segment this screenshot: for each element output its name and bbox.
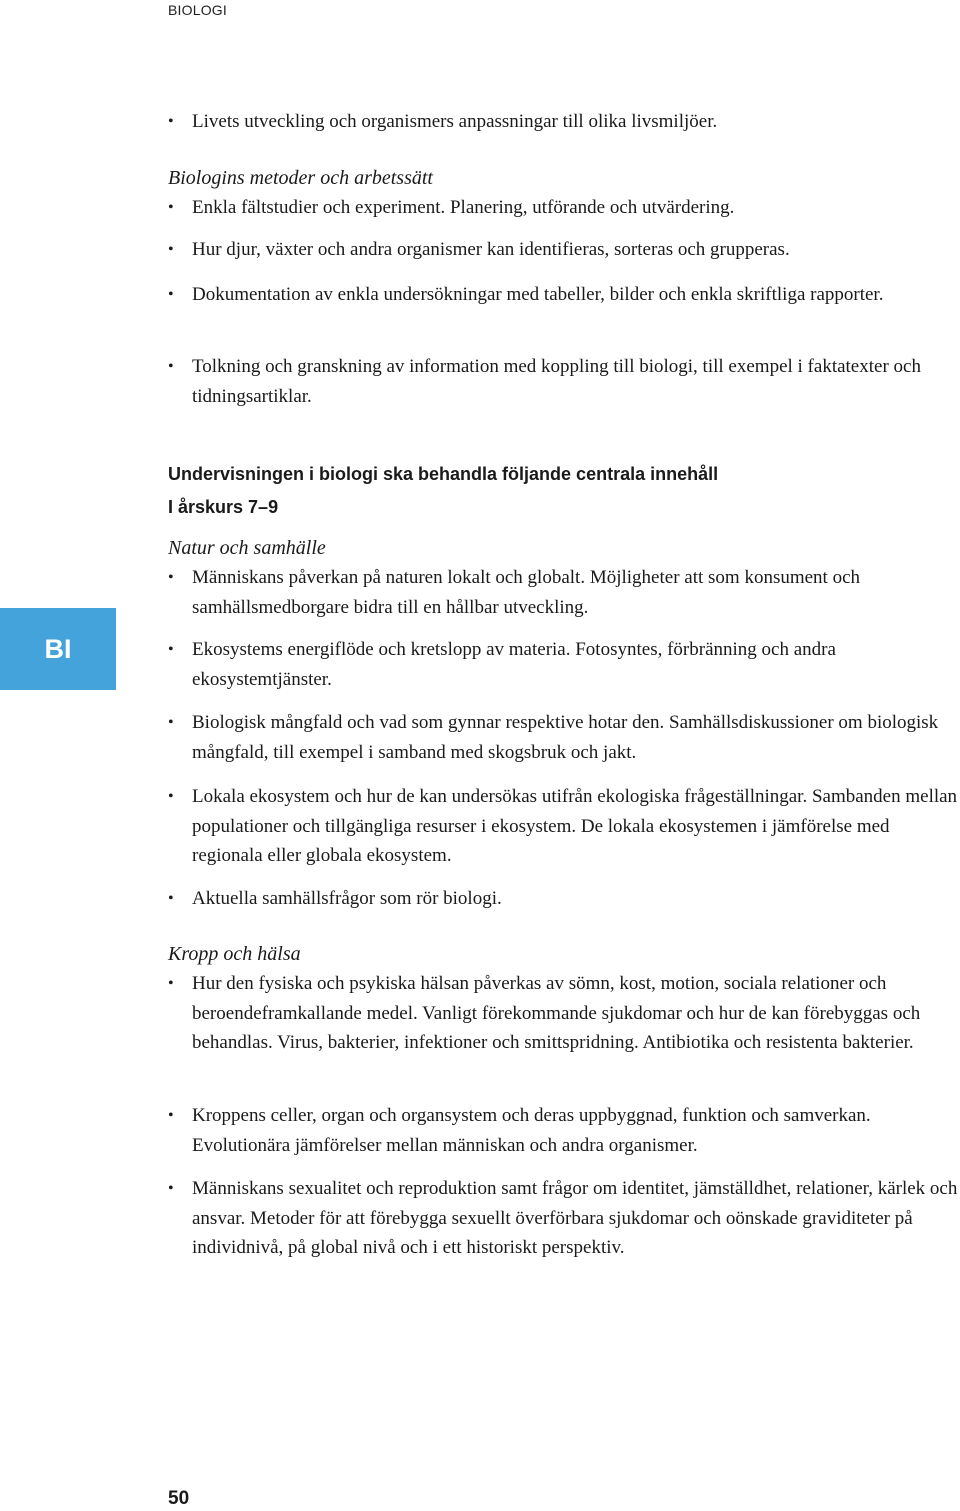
list-item: • Tolkning och granskning av information med koppling till biologi, till exempel i faktatexter och tidningsartiklar. [168, 352, 960, 411]
methods-subheading: Biologins metoder och arbetssätt [168, 167, 433, 189]
bullet-icon: • [168, 241, 174, 258]
list-item: • Enkla fältstudier och experiment. Planering, utförande och utvärdering. [168, 193, 960, 223]
list-item: • Biologisk mångfald och vad som gynnar respektive hotar den. Samhällsdiskussioner om biologisk mångfald, till exempel i samband med skogsbruk och jakt. [168, 708, 960, 767]
list-item: • Ekosystems energiflöde och kretslopp av materia. Fotosyntes, förbränning och andra ekosystemtjänster. [168, 635, 960, 694]
bullet-icon: • [168, 1180, 174, 1197]
running-head: BIOLOGI [168, 2, 227, 18]
grade-heading: I årskurs 7–9 [168, 497, 279, 517]
list-item: • Hur djur, växter och andra organismer kan identifieras, sorteras och grupperas. [168, 235, 960, 265]
list-item: • Hur den fysiska och psykiska hälsan påverkas av sömn, kost, motion, sociala relationer och beroendeframkallande medel. Vanligt förekommande sjukdomar och hur de kan förebyggas och behandlas. Virus, bakterier, infektioner och smittspridning. Antibiotika och resistenta bakterier. [168, 969, 960, 1058]
bullet-icon: • [168, 569, 174, 586]
bullet-icon: • [168, 975, 174, 992]
page-number: 50 [168, 1488, 190, 1509]
nature-subheading: Natur och samhälle [168, 537, 326, 559]
body-subheading: Kropp och hälsa [168, 943, 301, 965]
list-item: • Aktuella samhällsfrågor som rör biologi. [168, 884, 960, 914]
bullet-icon: • [168, 788, 174, 805]
bullet-icon: • [168, 113, 174, 130]
bullet-icon: • [168, 1107, 174, 1124]
bullet-icon: • [168, 641, 174, 658]
list-item: • Lokala ekosystem och hur de kan undersökas utifrån ekologiska frågeställningar. Sambanden mellan populationer och tillgängliga resurser i ekosystem. De lokala ekosystemen i jämförelse med regionala eller globala ekosystem. [168, 782, 960, 871]
list-item: • Människans sexualitet och reproduktion samt frågor om identitet, jämställdhet, relationer, kärlek och ansvar. Metoder för att förebygga sexuellt överförbara sjukdomar och oönskade graviditeter på individnivå, på global nivå och i ett historiskt perspektiv. [168, 1174, 960, 1263]
list-item: • Livets utveckling och organismers anpassningar till olika livsmiljöer. [168, 107, 960, 137]
list-item: • Dokumentation av enkla undersökningar med tabeller, bilder och enkla skriftliga rapporter. [168, 280, 960, 310]
bullet-icon: • [168, 714, 174, 731]
central-content-heading: Undervisningen i biologi ska behandla följande centrala innehåll [168, 464, 719, 484]
bullet-icon: • [168, 890, 174, 907]
subject-tab-marker: BI [0, 608, 116, 690]
bullet-icon: • [168, 199, 174, 216]
bullet-icon: • [168, 286, 174, 303]
list-item: • Människans påverkan på naturen lokalt och globalt. Möjligheter att som konsument och samhällsmedborgare bidra till en hållbar utveckling. [168, 563, 960, 622]
bullet-icon: • [168, 358, 174, 375]
list-item: • Kroppens celler, organ och organsystem och deras uppbyggnad, funktion och samverkan. Evolutionära jämförelser mellan människan och andra organismer. [168, 1101, 960, 1160]
